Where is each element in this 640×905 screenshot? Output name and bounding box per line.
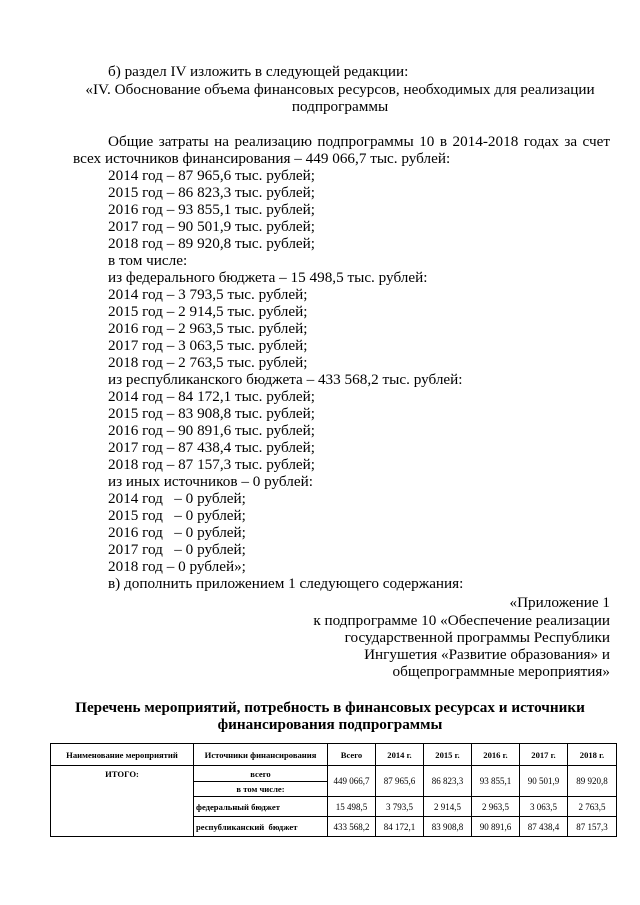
- republic-title-line: из республиканского бюджета – 433 568,2 тыс. рублей:: [108, 371, 463, 388]
- value-cell: 2 963,5: [472, 797, 520, 817]
- table-title-line-2: финансирования подпрограммы: [217, 716, 443, 733]
- total-year-line: 2017 год – 90 501,9 тыс. рублей;: [108, 218, 316, 235]
- appendix-line: Ингушетия «Развитие образования» и: [364, 646, 610, 663]
- table-title-line-1: Перечень мероприятий, потребность в финансовых ресурсах и источники: [75, 699, 585, 716]
- republic-year-line: 2018 год – 87 157,3 тыс. рублей;: [108, 456, 316, 473]
- federal-title-line: из федерального бюджета – 15 498,5 тыс. рублей:: [108, 269, 428, 286]
- appendix-line: «Приложение 1: [509, 594, 610, 611]
- appendix-line: государственной программы Республики: [344, 629, 610, 646]
- value-cell: 90 501,9: [520, 766, 568, 797]
- source-cell: в том числе:: [194, 782, 328, 797]
- including-line: в том числе:: [108, 252, 188, 269]
- paragraph-line-2: всех источников финансирования – 449 066,7 тыс. рублей:: [73, 150, 451, 167]
- column-header: Источники финансирования: [194, 744, 328, 766]
- value-cell: 90 891,6: [472, 817, 520, 837]
- source-cell: всего: [194, 766, 328, 782]
- source-cell: федеральный бюджет: [194, 797, 328, 817]
- other-year-line: 2015 год – 0 рублей;: [108, 507, 246, 524]
- other-year-line: 2016 год – 0 рублей;: [108, 524, 246, 541]
- section-heading-line-1: «IV. Обоснование объема финансовых ресурсов, необходимых для реализации: [85, 81, 595, 98]
- federal-year-line: 2018 год – 2 763,5 тыс. рублей;: [108, 354, 308, 371]
- value-cell: 87 157,3: [568, 817, 617, 837]
- republic-year-line: 2015 год – 83 908,8 тыс. рублей;: [108, 405, 316, 422]
- financing-table: [50, 743, 617, 837]
- value-cell: 87 965,6: [376, 766, 424, 797]
- republic-year-line: 2017 год – 87 438,4 тыс. рублей;: [108, 439, 316, 456]
- value-cell: 89 920,8: [568, 766, 617, 797]
- source-cell: республиканский бюджет: [194, 817, 328, 837]
- total-year-line: 2015 год – 86 823,3 тыс. рублей;: [108, 184, 316, 201]
- federal-year-line: 2014 год – 3 793,5 тыс. рублей;: [108, 286, 308, 303]
- federal-year-line: 2015 год – 2 914,5 тыс. рублей;: [108, 303, 308, 320]
- value-cell: 3 793,5: [376, 797, 424, 817]
- value-cell: 83 908,8: [424, 817, 472, 837]
- federal-year-line: 2017 год – 3 063,5 тыс. рублей;: [108, 337, 308, 354]
- value-cell: 84 172,1: [376, 817, 424, 837]
- column-header: 2014 г.: [376, 744, 424, 766]
- intro-line: б) раздел IV изложить в следующей редакции:: [108, 63, 409, 80]
- republic-year-line: 2014 год – 84 172,1 тыс. рублей;: [108, 388, 316, 405]
- value-cell: 3 063,5: [520, 797, 568, 817]
- appendix-line: к подпрограмме 10 «Обеспечение реализации: [313, 612, 610, 629]
- column-header: 2018 г.: [568, 744, 617, 766]
- total-year-line: 2018 год – 89 920,8 тыс. рублей;: [108, 235, 316, 252]
- federal-year-line: 2016 год – 2 963,5 тыс. рублей;: [108, 320, 308, 337]
- paragraph-line-1: Общие затраты на реализацию подпрограммы 10 в 2014-2018 годах за счет: [108, 133, 610, 150]
- other-title-line: из иных источников – 0 рублей:: [108, 473, 313, 490]
- column-header: 2017 г.: [520, 744, 568, 766]
- total-year-line: 2016 год – 93 855,1 тыс. рублей;: [108, 201, 316, 218]
- value-cell: 93 855,1: [472, 766, 520, 797]
- value-cell: 15 498,5: [328, 797, 376, 817]
- value-cell: 2 914,5: [424, 797, 472, 817]
- value-cell: 87 438,4: [520, 817, 568, 837]
- section-heading-line-2: подпрограммы: [291, 98, 389, 115]
- row-name-cell: ИТОГО:: [51, 766, 194, 837]
- other-year-line: 2018 год – 0 рублей»;: [108, 558, 246, 575]
- column-header: Всего: [328, 744, 376, 766]
- appendix-line: общепрограммные мероприятия»: [392, 663, 610, 680]
- other-year-line: 2014 год – 0 рублей;: [108, 490, 246, 507]
- table-row-total: [51, 766, 617, 782]
- value-cell: 433 568,2: [328, 817, 376, 837]
- value-cell: 449 066,7: [328, 766, 376, 797]
- column-header: 2015 г.: [424, 744, 472, 766]
- value-cell: 2 763,5: [568, 797, 617, 817]
- other-year-line: 2017 год – 0 рублей;: [108, 541, 246, 558]
- table-header-row: [51, 744, 617, 766]
- column-header: 2016 г.: [472, 744, 520, 766]
- column-header: Наименование мероприятий: [51, 744, 194, 766]
- total-year-line: 2014 год – 87 965,6 тыс. рублей;: [108, 167, 316, 184]
- append-line: в) дополнить приложением 1 следующего содержания:: [108, 575, 464, 592]
- value-cell: 86 823,3: [424, 766, 472, 797]
- republic-year-line: 2016 год – 90 891,6 тыс. рублей;: [108, 422, 316, 439]
